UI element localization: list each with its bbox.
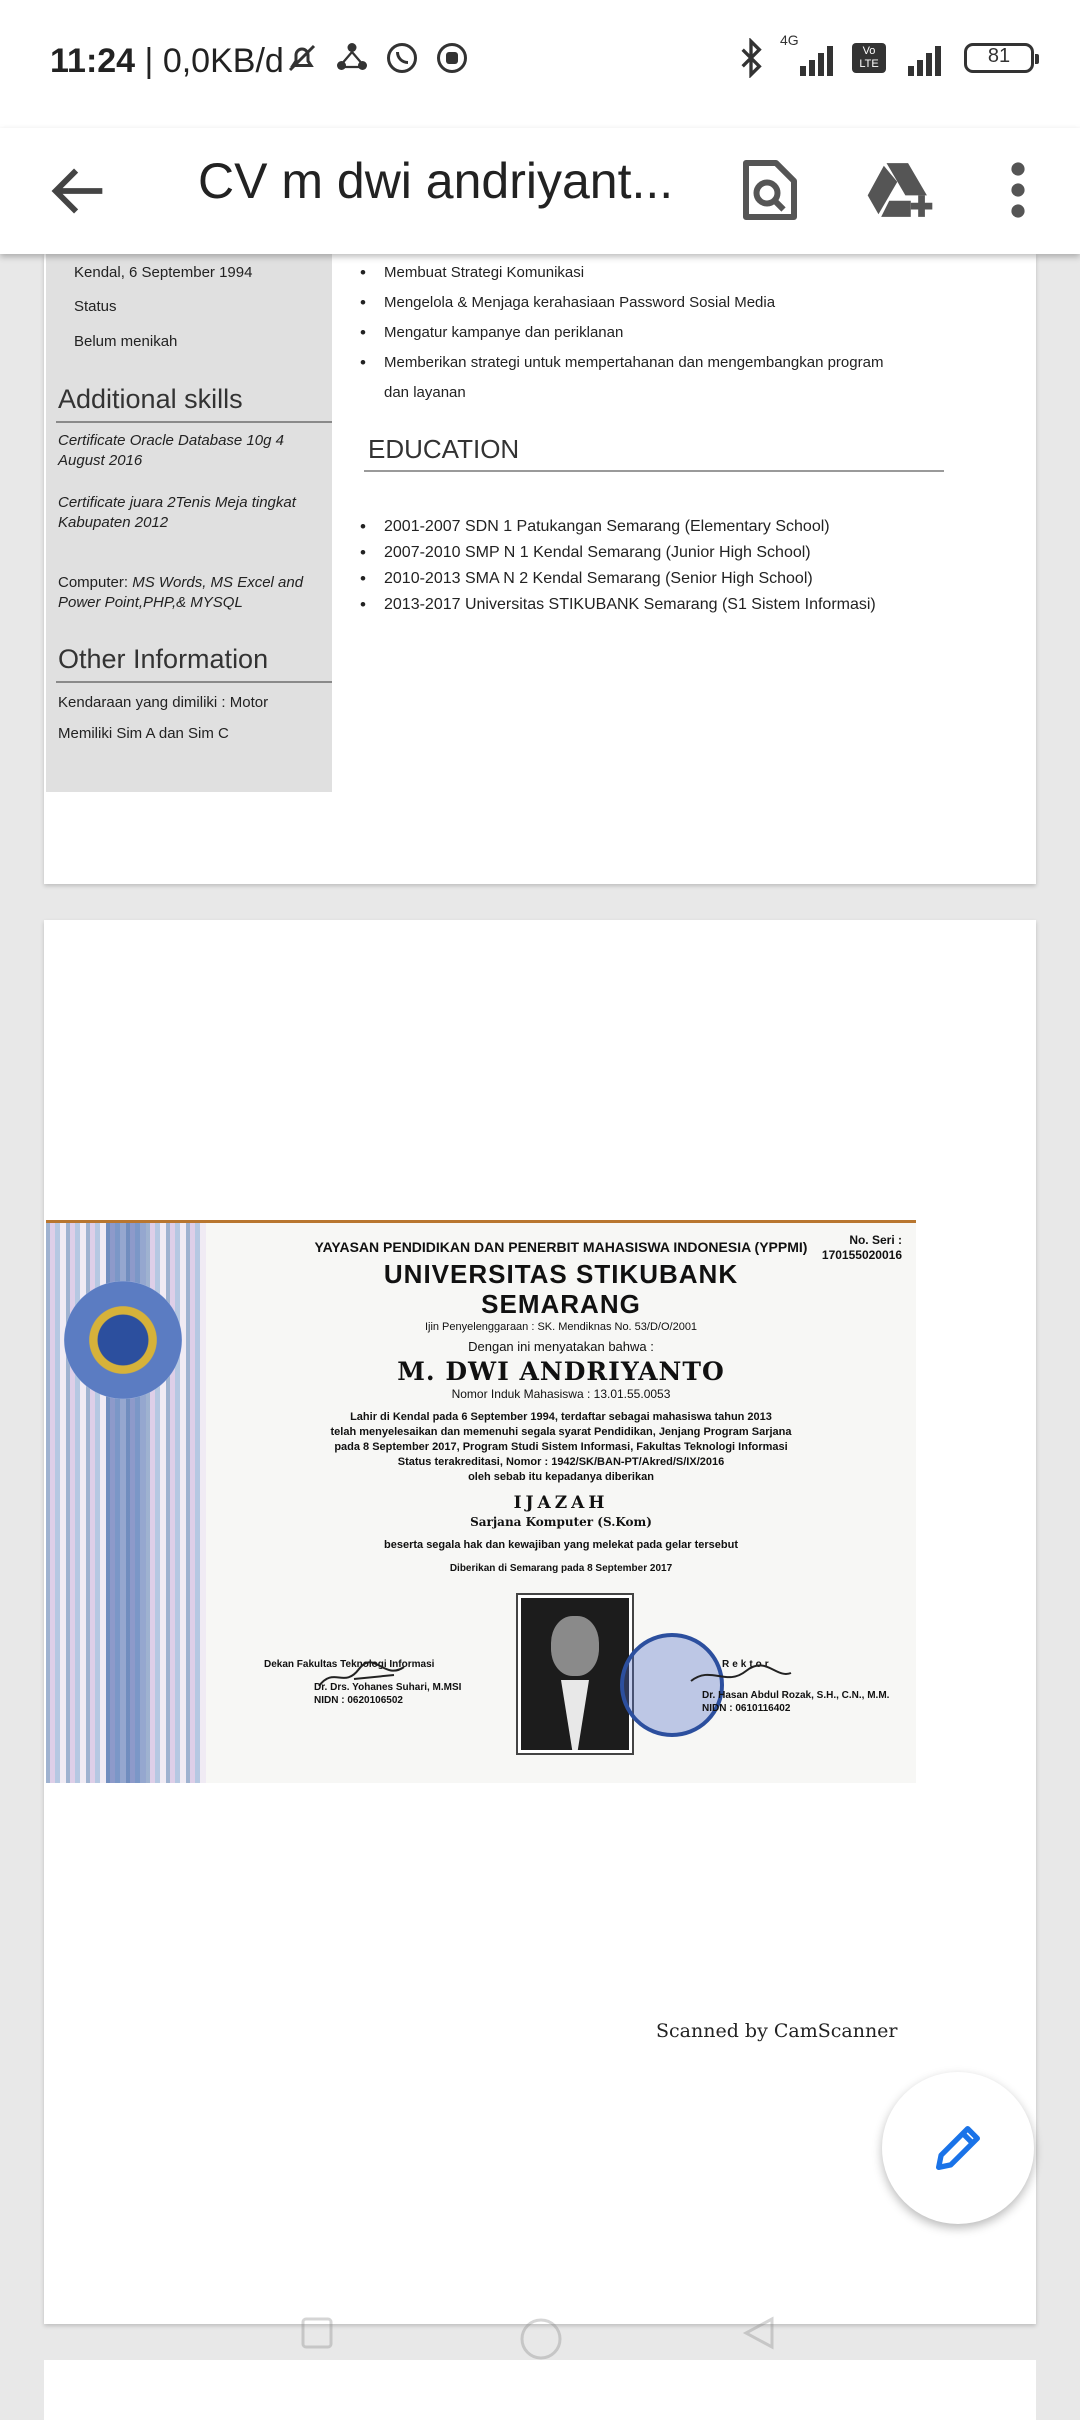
divider xyxy=(364,470,944,472)
cv-education-item: • 2007-2010 SMP N 1 Kendal Semarang (Junior High School) xyxy=(384,544,811,562)
diploma-degree: Sarjana Komputer (S.Kom) xyxy=(470,1515,652,1529)
dean-label: Dekan Fakultas Teknologi Informasi xyxy=(264,1659,435,1670)
diploma-scan xyxy=(46,1220,916,1783)
cv-status-value: Belum menikah xyxy=(74,333,178,350)
cv-sidebar xyxy=(46,254,332,792)
university-emblem-icon xyxy=(64,1281,182,1399)
diploma-declaration: Dengan ini menyatakan bahwa : xyxy=(468,1339,654,1354)
cv-skill: Certificate Oracle Database 10g 4 xyxy=(58,432,284,449)
scan-watermark: Scanned by CamScanner xyxy=(656,2020,898,2042)
status-notification-icons xyxy=(284,40,470,76)
cv-education-item: • 2001-2007 SDN 1 Patukangan Semarang (Elementary School) xyxy=(384,518,830,536)
find-in-document-button[interactable] xyxy=(730,150,810,230)
cv-education-item: • 2010-2013 SMA N 2 Kendal Semarang (Senior High School) xyxy=(384,570,813,588)
drive-add-icon xyxy=(865,159,935,221)
diploma-foundation: YAYASAN PENDIDIKAN DAN PENERBIT MAHASISWA INDONESIA (YPPMI) xyxy=(314,1239,808,1255)
diploma-title: IJAZAH xyxy=(513,1493,609,1513)
cv-skill: Certificate juara 2Tenis Meja tingkat xyxy=(58,494,296,511)
volte-badge: Vo LTE xyxy=(852,43,886,73)
notification-app-icon xyxy=(434,40,470,76)
diploma-body: Status terakreditasi, Nomor : 1942/SK/BAN-PT/Akred/S/IX/2016 xyxy=(397,1456,725,1468)
diploma-student-number: Nomor Induk Mahasiswa : 13.01.55.0053 xyxy=(451,1387,671,1401)
divider xyxy=(56,421,332,423)
diploma-permit: Ijin Penyelenggaraan : SK. Mendiknas No. 53/D/O/2001 xyxy=(424,1321,698,1333)
status-time: 11:24 | 0,0KB/d xyxy=(50,42,284,80)
diploma-body: telah menyelesaikan dan memenuhi segala syarat Pendidikan, Jenjang Program Sarjana xyxy=(330,1426,792,1438)
document-page-next[interactable] xyxy=(44,2360,1036,2420)
cv-task: • Membuat Strategi Komunikasi xyxy=(384,264,584,281)
cv-skill: Power Point,PHP,& MYSQL xyxy=(58,594,243,611)
status-system-icons xyxy=(736,32,1034,78)
diploma-rights: beserta segala hak dan kewajiban yang melekat pada gelar tersebut xyxy=(384,1539,738,1551)
cv-task-continued: dan layanan xyxy=(384,384,466,401)
diploma-serial: No. Seri : 170155020016 xyxy=(821,1233,902,1262)
cv-education-item: • 2013-2017 Universitas STIKUBANK Semarang (S1 Sistem Informasi) xyxy=(384,596,876,614)
document-page-cv[interactable] xyxy=(44,254,1036,884)
cv-birth: Kendal, 6 September 1994 xyxy=(74,264,253,281)
more-options-button[interactable] xyxy=(978,150,1058,230)
share-app-icon xyxy=(334,40,370,76)
back-nav-icon[interactable] xyxy=(742,2316,776,2350)
photo-face xyxy=(551,1616,599,1676)
diploma-given: Diberikan di Semarang pada 8 September 2017 xyxy=(449,1563,673,1574)
battery-icon: 81 xyxy=(964,43,1034,73)
edit-fab[interactable] xyxy=(882,2072,1034,2224)
whatsapp-icon xyxy=(384,40,420,76)
cv-status-label: Status xyxy=(74,298,117,315)
add-to-drive-button[interactable] xyxy=(860,150,940,230)
diploma-university: UNIVERSITAS STIKUBANK xyxy=(383,1259,739,1289)
divider xyxy=(56,681,332,683)
app-bar xyxy=(0,128,1080,254)
rector-signatory: Dr. Hasan Abdul Rozak, S.H., C.N., M.M. NIDN : 0610116402 xyxy=(702,1690,890,1714)
status-speed: | 0,0KB/d xyxy=(144,42,284,80)
arrow-back-icon xyxy=(44,156,114,226)
cv-task: • Mengatur kampanye dan periklanan xyxy=(384,324,623,341)
bluetooth-icon xyxy=(736,38,766,78)
muted-bell-icon xyxy=(284,40,320,76)
document-page-diploma[interactable] xyxy=(44,920,1036,2324)
document-search-icon xyxy=(740,157,800,223)
cv-education-heading: EDUCATION xyxy=(368,434,520,464)
rector-label: Rektor xyxy=(722,1659,772,1670)
home-nav-icon[interactable] xyxy=(518,2316,564,2362)
cv-other-item: Kendaraan yang dimiliki : Motor xyxy=(58,694,269,711)
rector-signature-icon xyxy=(686,1661,796,1691)
dean-signatory: Dr. Drs. Yohanes Suhari, M.MSI NIDN : 0620106502 xyxy=(314,1682,462,1706)
diploma-university-city: SEMARANG xyxy=(481,1289,641,1319)
cv-skills-heading: Additional skills xyxy=(58,384,243,414)
cv-skill: Kabupaten 2012 xyxy=(58,514,169,531)
back-button[interactable] xyxy=(44,156,114,226)
diploma-body: Lahir di Kendal pada 6 September 1994, terdaftar sebagai mahasiswa tahun 2013 xyxy=(350,1411,772,1423)
diploma-body: pada 8 September 2017, Program Studi Sistem Informasi, Fakultas Teknologi Informasi xyxy=(334,1441,788,1453)
cv-task: • Memberikan strategi untuk mempertahanan dan mengembangkan program xyxy=(384,354,883,371)
recents-nav-icon[interactable] xyxy=(300,2316,334,2350)
diploma-body: oleh sebab itu kepadanya diberikan xyxy=(468,1471,654,1483)
cv-skill: Computer: MS Words, MS Excel and xyxy=(58,574,304,591)
signal-4g-icon: 4G xyxy=(780,38,838,78)
cv-other-heading: Other Information xyxy=(58,644,269,674)
diploma-recipient-name: M. DWI ANDRIYANTO xyxy=(397,1357,725,1386)
more-vert-icon xyxy=(1008,160,1028,220)
document-title: CV m dwi andriyant... xyxy=(198,153,674,209)
photo-shirt xyxy=(561,1680,589,1750)
cv-other-item: Memiliki Sim A dan Sim C xyxy=(58,725,229,742)
cv-task: • Mengelola & Menjaga kerahasiaan Password Sosial Media xyxy=(384,294,775,311)
status-bar xyxy=(0,0,1080,128)
recipient-photo xyxy=(518,1595,632,1753)
signal-icon xyxy=(900,38,950,78)
cv-skill: August 2016 xyxy=(58,452,143,469)
pencil-icon xyxy=(929,2119,987,2177)
